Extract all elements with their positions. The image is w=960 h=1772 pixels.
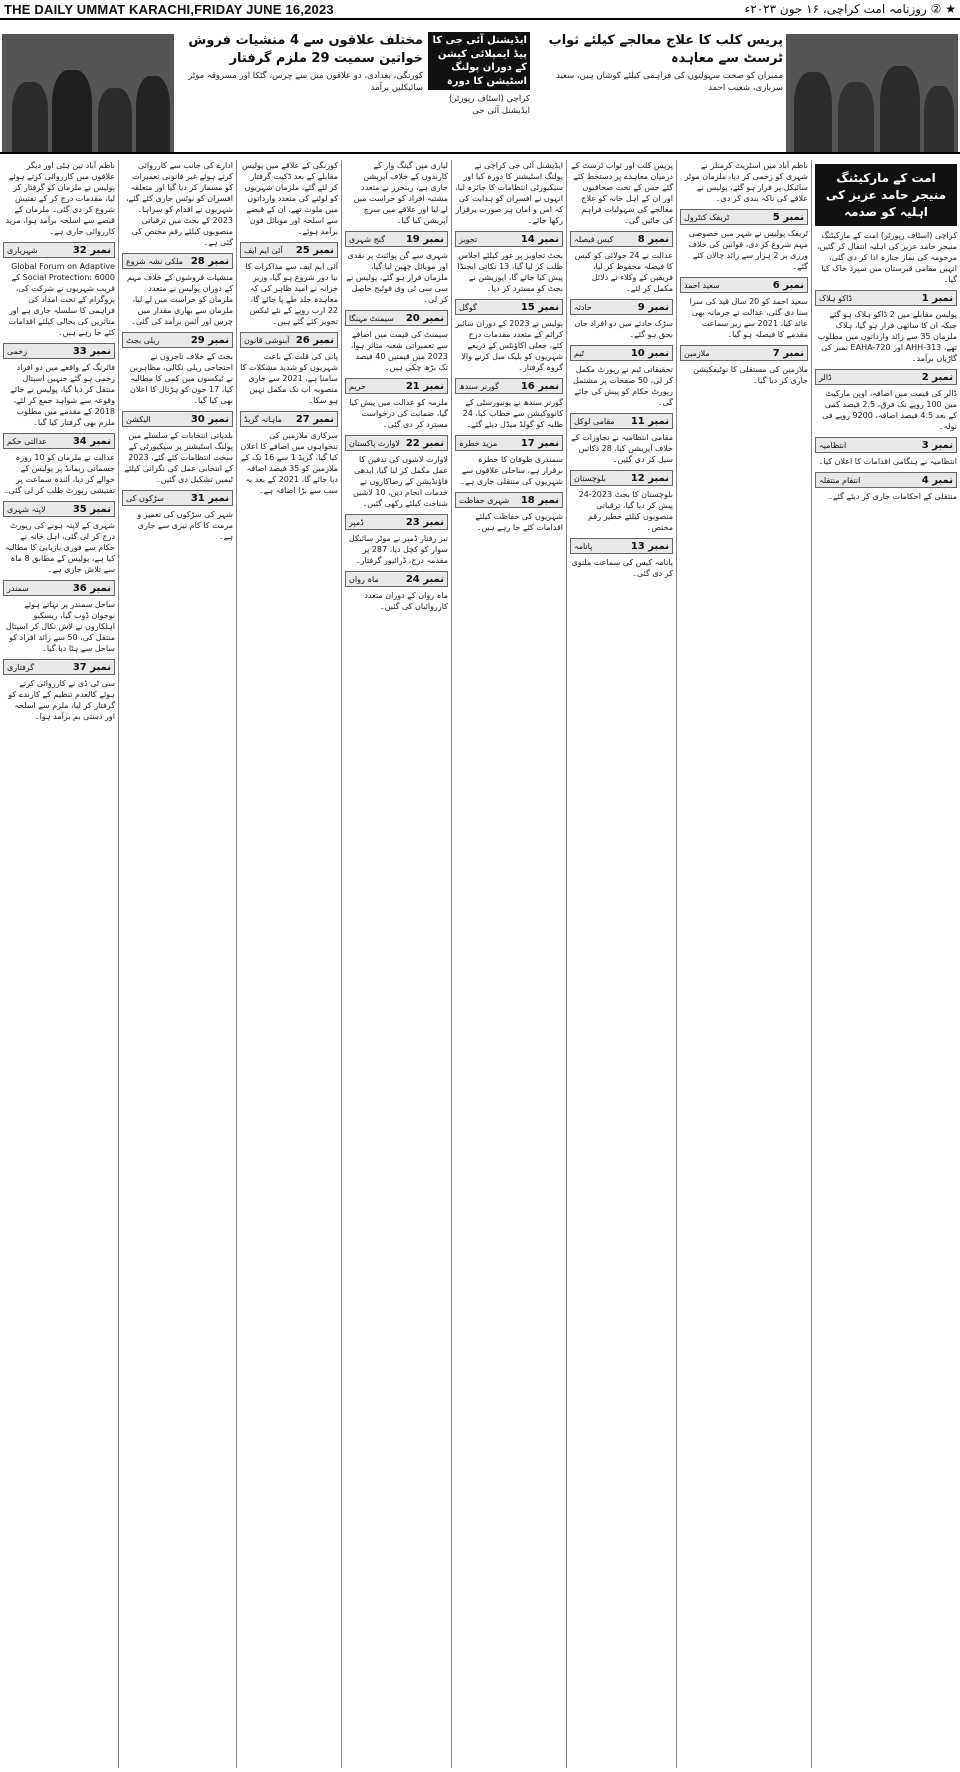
item-number-box — [455, 492, 563, 508]
item-keyword: لاوارث پاکستان — [349, 438, 400, 448]
item-number: نمبر 32 — [72, 244, 111, 256]
article-text: منتقلی کے احکامات جاری کر دیئے گئے۔ — [828, 492, 957, 502]
item-number-box — [345, 378, 448, 394]
news-column-4 — [341, 160, 451, 1768]
story-press-club-headline: پریس کلب کا علاج معالجے کیلئے ثواب ٹرسٹ سے معاہدہ — [548, 33, 783, 66]
item-keyword: ڈمپر — [349, 517, 364, 527]
item-number: نمبر 20 — [405, 312, 444, 324]
item-number-box — [122, 411, 233, 427]
item-keyword: سڑکوں کی — [126, 493, 164, 503]
item-number-box — [815, 290, 957, 306]
story-photo-signing — [786, 34, 958, 152]
item-number: نمبر 5 — [772, 211, 804, 223]
item-number-box — [3, 433, 115, 449]
masthead — [0, 0, 960, 20]
article-text: پولیس نے 2023 کے دوران سائبر کرائم کے متعدد مقدمات درج کئے، جعلی اکاؤنٹس کے ذریعے شہریوں کو بلیک میل کرنے والا گروہ گرفتار۔ — [455, 319, 563, 372]
item-number: نمبر 37 — [72, 661, 111, 673]
article-text: بجٹ تجاویز پر غور کیلئے اجلاس طلب کر لیا گیا، 13 نکاتی ایجنڈا پیش کیا جائے گا، اپوزیشن نے بجٹ کو مسترد کر دیا۔ — [457, 251, 563, 293]
article-text: ناظم آباد تین ہٹی اور دیگر علاقوں میں کارروائی کرتے ہوئے پولیس نے ملزمان کو گرفتار کر لیا، مقدمات درج کر کے تفتیش شروع کر دی گئی۔ ملزمان کے قبضے سے اسلحہ برآمد ہوا، مزید کارروائی جاری ہے۔ — [5, 161, 115, 236]
item-number-box — [345, 571, 448, 587]
article-text: ناظم آباد میں اسٹریٹ کرمنلز نے شہری کو زخمی کر دیا، ملزمان موٹر سائیکل پر فرار ہو گئے، پولیس نے علاقے کی ناکہ بندی کر دی۔ — [684, 161, 808, 203]
article-text: بلوچستان کا بجٹ 2023-24 پیش کر دیا گیا، ترقیاتی منصوبوں کیلئے خطیر رقم مختص۔ — [578, 490, 673, 532]
story-arrests — [178, 32, 423, 95]
item-keyword: گورنر سندھ — [459, 381, 499, 391]
item-number: نمبر 11 — [630, 415, 669, 427]
item-number: نمبر 35 — [72, 503, 111, 515]
item-keyword: آبنوشی قانون — [244, 335, 290, 345]
news-column-2 — [118, 160, 236, 1768]
item-keyword: تجویز — [459, 234, 478, 244]
story-polling-headline: ایڈیشنل آئی جی کا پیڈ ایمپلائی کیشن کے دوران پولنگ اسٹیشن کا دورہ — [428, 32, 530, 90]
article-text: عدالت نے 24 جولائی کو کیس کا فیصلہ محفوظ کر لیا، فریقین کے وکلاء نے دلائل مکمل کر لئے۔ — [574, 251, 673, 293]
article-text: ملازمین کی مستقلی کا نوٹیفکیشن جاری کر دیا گیا۔ — [693, 365, 808, 385]
top-stories-band — [0, 26, 960, 154]
item-keyword: زخمی — [7, 346, 28, 356]
story-arrests-headline: مختلف علاقوں سے 4 منشیات فروش خواتین سمیت 29 ملزم گرفتار — [188, 33, 423, 66]
article-text: تیز رفتار ڈمپر نے موٹر سائیکل سوار کو کچل دیا، 287 پر مقدمہ درج، ڈرائیور گرفتار۔ — [348, 534, 448, 565]
item-number: نمبر 26 — [295, 334, 334, 346]
item-keyword: گرفتاری — [7, 662, 35, 672]
item-number: نمبر 16 — [520, 380, 559, 392]
item-keyword: گوگل — [459, 302, 477, 312]
item-number-box — [680, 277, 808, 293]
article-text: سیمنٹ کی قیمت میں اضافے سے تعمیراتی شعبہ متاثر ہوا، 2023 میں قیمتیں 40 فیصد تک بڑھ چکی ہیں۔ — [350, 330, 448, 372]
article-text: پانی کی قلت کے باعث شہریوں کو شدید مشکلات کا سامنا ہے، 2021 سے جاری منصوبہ اب تک مکمل نہیں ہو سکا۔ — [240, 352, 338, 405]
article-text: مقامی انتظامیہ نے تجاوزات کے خلاف آپریشن کیا، 28 دکانیں سیل کر دی گئیں۔ — [571, 433, 673, 464]
item-number-box — [240, 411, 338, 427]
article-text: شہری کے لاپتہ ہونے کی رپورٹ درج کر لی گئی، اہل خانہ نے حکام سے فوری بازیابی کا مطالبہ کیا ہے، پولیس کے مطابق 8 ماہ سے تلاش جاری ہے۔ — [4, 521, 115, 574]
masthead-title-urdu: ★ ② روزنامہ امت کراچی، ۱۶ جون ۲۰۲۳ء — [744, 2, 956, 16]
item-number-box — [345, 231, 448, 247]
article-text: پولیس مقابلے میں 2 ڈاکو ہلاک ہو گئے جبکہ ان کا ساتھی فرار ہو گیا، ہلاک ملزمان 35 سے زائد وارداتوں میں مطلوب تھے، AHH-313 اور EAHA-720 نمبر کی گاڑیاں برآمد۔ — [817, 310, 957, 364]
item-number-box — [345, 514, 448, 530]
item-number: نمبر 34 — [72, 435, 111, 447]
item-number: نمبر 12 — [630, 472, 669, 484]
article-text: گورنر سندھ نے یونیورسٹی کے کانووکیشن سے خطاب کیا، 24 طلبہ کو گولڈ میڈل دیئے گئے۔ — [462, 398, 563, 429]
item-number-box — [570, 470, 673, 486]
item-number-box — [345, 435, 448, 451]
item-keyword: ماہ رواں — [349, 574, 379, 584]
feature-headline: امت کے مارکیٹنگ منیجر حامد عزیز کی اہلیہ کو صدمہ — [815, 164, 957, 226]
item-keyword: ٹیم — [574, 348, 584, 358]
item-number-box — [455, 299, 563, 315]
item-number-box — [3, 242, 115, 258]
item-keyword: عدالتی حکم — [7, 436, 47, 446]
article-text: سعید احمد کو 20 سال قید کی سزا سنا دی گئی، عدالت نے جرمانہ بھی عائد کیا، 2021 سے زیر سماعت مقدمے کا فیصلہ ہو گیا۔ — [689, 297, 808, 339]
item-number-box — [455, 435, 563, 451]
news-column-6 — [566, 160, 676, 1768]
article-text: سرکاری ملازمین کی تنخواہوں میں اضافے کا اعلان کیا گیا، گریڈ 1 سے 16 تک کے ملازمین کو 35 فیصد اضافہ دیا جائے گا، 2021 کے بعد یہ سب سے بڑا اضافہ ہے۔ — [240, 431, 338, 495]
article-text: پانامہ کیس کی سماعت ملتوی کر دی گئی۔ — [571, 558, 673, 578]
article-text: لیاری میں گینگ وار کے کارندوں کے خلاف آپریشن جاری ہے، رینجرز نے متعدد مشتبہ افراد کو حراست میں لے لیا اور علاقے میں سرچ آپریشن کیا گیا۔ — [353, 161, 448, 225]
item-number-box — [3, 343, 115, 359]
item-keyword: انتقام منتقلہ — [819, 475, 861, 485]
item-keyword: ملازمین — [684, 348, 710, 358]
item-keyword: ملکی نشہ شروع — [126, 256, 183, 266]
item-keyword: شہری حفاظت — [459, 495, 510, 505]
item-keyword: سعید احمد — [684, 280, 720, 290]
item-number-box — [240, 242, 338, 258]
news-column-7 — [676, 160, 811, 1768]
item-number: نمبر 27 — [295, 413, 334, 425]
item-number: نمبر 9 — [637, 301, 669, 313]
item-number: نمبر 22 — [405, 437, 444, 449]
article-text: بلدیاتی انتخابات کے سلسلے میں پولنگ اسٹیشنز پر سیکیورٹی کے سخت انتظامات کئے گئے، 2023 کے انتخابی عمل کی نگرانی کیلئے ٹیمیں تشکیل دی گئیں۔ — [124, 431, 233, 484]
item-number: نمبر 36 — [72, 582, 111, 594]
article-text: ادارے کی جانب سے کارروائی کرتے ہوئے غیر قانونی تعمیرات کو مسمار کر دیا گیا اور متعلقہ افسران کو نوٹس جاری کئے گئے، شہریوں نے اقدام کو سراہا۔ 2023 کے بجٹ میں ترقیاتی منصوبوں کیلئے رقم مختص کی گئی ہے۔ — [125, 161, 233, 247]
article-text: انتظامیہ نے ہنگامی اقدامات کا اعلان کیا۔ — [818, 457, 957, 467]
item-keyword: ریلی بجٹ — [126, 335, 160, 345]
item-number-box — [570, 299, 673, 315]
item-keyword: ماہانہ گریڈ — [244, 414, 282, 424]
item-number-box — [570, 231, 673, 247]
article-text: بجٹ کے خلاف تاجروں نے احتجاجی ریلی نکالی، مظاہرین نے ٹیکسوں میں کمی کا مطالبہ کیا، 17 جون کو ہڑتال کا اعلان بھی کیا گیا۔ — [129, 352, 233, 405]
article-text: ساحل سمندر پر نہاتے ہوئے نوجوان ڈوب گیا، ریسکیو اہلکاروں نے لاش نکال کر اسپتال منتقل کی، 50 سے زائد افراد کو ساحل سے ہٹا دیا گیا۔ — [5, 600, 115, 653]
item-keyword: انتظامیہ — [819, 440, 847, 450]
article-text: Global Forum on Adaptive Social Protection: 6000 کے قریب شہریوں نے شرکت کی، پروگرام کے تحت امداد کی فراہمی کا سلسلہ جاری ہے اور متاثرین کی بحالی کیلئے اقدامات کئے جا رہے ہیں۔ — [8, 262, 115, 337]
story-polling — [428, 32, 530, 118]
article-text: شہر کی سڑکوں کی تعمیر و مرمت کا کام تیزی سے جاری ہے۔ — [137, 510, 233, 541]
article-text: تحقیقاتی ٹیم نے رپورٹ مکمل کر لی، 50 صفحات پر مشتمل رپورٹ حکام کو پیش کی جائے گی۔ — [573, 365, 673, 407]
story-photo-crowd — [2, 34, 174, 152]
item-number-box — [455, 378, 563, 394]
article-text: ماہ رواں کے دوران متعدد کارروائیاں کی گئیں۔ — [364, 591, 448, 611]
item-keyword: آئی ایم ایف — [244, 245, 283, 255]
article-text: ایڈیشنل آئی جی کراچی نے پولنگ اسٹیشنز کا دورہ کیا اور سیکیورٹی انتظامات کا جائزہ لیا، انہوں نے افسران کو ہدایت کی کہ امن و امان ہر صورت برقرار رکھا جائے۔ — [455, 161, 563, 225]
item-number: نمبر 25 — [295, 244, 334, 256]
item-number-box — [815, 437, 957, 453]
item-number: نمبر 10 — [630, 347, 669, 359]
item-number-box — [570, 413, 673, 429]
item-number-box — [815, 369, 957, 385]
item-number-box — [122, 253, 233, 269]
item-keyword: مزید خطرہ — [459, 438, 498, 448]
item-number: نمبر 15 — [520, 301, 559, 313]
item-keyword: کیس فیصلہ — [574, 234, 614, 244]
item-keyword: لاپتہ شہری — [7, 504, 46, 514]
item-keyword: ڈاکو ہلاک — [819, 293, 852, 303]
item-number-box — [455, 231, 563, 247]
item-number: نمبر 17 — [520, 437, 559, 449]
item-keyword: پانامہ — [574, 541, 593, 551]
article-text: پریس کلب اور ثواب ٹرسٹ کے درمیان معاہدے پر دستخط کئے گئے جس کے تحت صحافیوں اور ان کے اہل خانہ کو علاج معالجے کی سہولیات فراہم کی جائیں گی۔ — [571, 161, 673, 225]
item-number: نمبر 4 — [921, 474, 953, 486]
item-number: نمبر 30 — [190, 413, 229, 425]
article-text: آئی ایم ایف سے مذاکرات کا نیا دور شروع ہو گیا، وزیر خزانہ نے امید ظاہر کی کہ معاہدہ جلد طے پا جائے گا، 22 ارب روپے کے نئے ٹیکس تجویز کئے گئے ہیں۔ — [245, 262, 338, 326]
item-keyword: الیکشن — [126, 414, 151, 424]
article-text: فائرنگ کے واقعے میں دو افراد زخمی ہو گئے جنہیں اسپتال منتقل کر دیا گیا، پولیس نے جائے وقوعہ سے شواہد جمع کر لئے، 2018 کے مقدمے میں مطلوب ملزم بھی گرفتار کیا گیا۔ — [10, 363, 115, 427]
item-number-box — [240, 332, 338, 348]
item-number-box — [570, 345, 673, 361]
item-number-box — [122, 332, 233, 348]
item-number: نمبر 8 — [637, 233, 669, 245]
item-keyword: سیمنٹ مہنگا — [349, 313, 394, 323]
item-number-box — [570, 538, 673, 554]
item-keyword: سمندر — [7, 583, 29, 593]
item-number: نمبر 3 — [921, 439, 953, 451]
article-text: شہری سے گن پوائنٹ پر نقدی اور موبائل چھین لیا گیا، ملزمان فرار ہو گئے، پولیس نے سی سی ٹی وی فوٹیج حاصل کر لی۔ — [346, 251, 448, 304]
item-number: نمبر 18 — [520, 494, 559, 506]
news-column-3 — [236, 160, 341, 1768]
story-polling-body: کراچی (اسٹاف رپورٹر) ایڈیشنل آئی جی — [449, 94, 530, 117]
news-column-8 — [811, 160, 960, 1768]
item-number-box — [3, 580, 115, 596]
item-number: نمبر 13 — [630, 540, 669, 552]
item-number: نمبر 6 — [772, 279, 804, 291]
item-number: نمبر 28 — [190, 255, 229, 267]
news-column-5 — [451, 160, 566, 1768]
item-number: نمبر 1 — [921, 292, 953, 304]
article-text: ملزمہ کو عدالت میں پیش کیا گیا، ضمانت کی درخواست مسترد کر دی گئی۔ — [349, 398, 448, 429]
article-text: کورنگی کے علاقے میں پولیس مقابلے کے بعد ڈکیت گرفتار کر لئے گئے، ملزمان شہریوں کو لوٹنے کی متعدد وارداتوں میں ملوث تھے، ان کے قبضے سے اسلحہ اور موبائل فون برآمد ہوئے۔ — [241, 161, 338, 236]
item-keyword: حریم — [349, 381, 366, 391]
article-text: ڈالر کی قیمت میں اضافہ، اوپن مارکیٹ میں 100 روپے تک فرق، 2.5 فیصد کمی کے بعد 4.5 فیصد اضافہ، 9200 روپے فی تولہ۔ — [822, 389, 957, 432]
item-number-box — [815, 472, 957, 488]
item-number: نمبر 14 — [520, 233, 559, 245]
article-text: سمندری طوفان کا خطرہ برقرار ہے، ساحلی علاقوں سے شہریوں کی منتقلی جاری ہے۔ — [460, 455, 563, 486]
item-number: نمبر 23 — [405, 516, 444, 528]
item-keyword: بلوچستان — [574, 473, 606, 483]
item-number: نمبر 33 — [72, 345, 111, 357]
news-columns — [0, 160, 960, 1772]
item-number-box — [345, 310, 448, 326]
item-number-box — [3, 659, 115, 675]
story-arrests-body: کورنگی، بغدادی، دو علاقوں میں سے چرس، گٹکا اور مسروقہ موٹر سائیکلیں برآمد — [188, 71, 423, 94]
item-keyword: شہریاری — [7, 245, 38, 255]
item-keyword: حادثہ — [574, 302, 592, 312]
item-number-box — [680, 345, 808, 361]
story-press-club-body: ممبران کو صحت سہولتوں کی فراہمی کیلئے کوشاں ہیں، سعید سربازی، شعیب احمد — [555, 71, 783, 94]
article-text: ٹریفک پولیس نے شہر میں خصوصی مہم شروع کر دی، قوانین کی خلاف ورزی پر 2 ہزار سے زائد چالان کئے گئے۔ — [688, 229, 808, 271]
item-number: نمبر 2 — [921, 371, 953, 383]
item-number-box — [122, 490, 233, 506]
item-number-box — [3, 501, 115, 517]
item-keyword: ٹریفک کنٹرول — [684, 212, 730, 222]
item-keyword: مقامی لوکل — [574, 416, 615, 426]
masthead-title-english: THE DAILY UMMAT KARACHI,FRIDAY JUNE 16,2023 — [4, 1, 334, 17]
item-keyword: گنج شہری — [349, 234, 385, 244]
article-text: کراچی (اسٹاف رپورٹر) امت کے مارکیٹنگ منیجر حامد عزیز کی اہلیہ انتقال کر گئیں، مرحومہ کی نماز جنازہ ادا کر دی گئی، انہیں مقامی قبرستان میں سپرد خاک کیا گیا۔ — [816, 231, 957, 285]
article-text: سڑک حادثے میں دو افراد جاں بحق ہو گئے۔ — [574, 319, 673, 339]
news-column-1 — [0, 160, 118, 1768]
item-number: نمبر 7 — [772, 347, 804, 359]
item-keyword: ڈالر — [819, 372, 832, 382]
item-number: نمبر 24 — [405, 573, 444, 585]
article-text: لاوارث لاشوں کی تدفین کا عمل مکمل کر لیا گیا، ایدھی فاؤنڈیشن کے رضاکاروں نے خدمات انجام دیں، 10 لاشیں شناخت کیلئے رکھی گئیں۔ — [353, 455, 448, 508]
item-number-box — [680, 209, 808, 225]
item-number: نمبر 19 — [405, 233, 444, 245]
item-number: نمبر 29 — [190, 334, 229, 346]
item-number: نمبر 31 — [190, 492, 229, 504]
article-text: شہریوں کی حفاظت کیلئے اقدامات کئے جا رہے ہیں۔ — [475, 512, 563, 532]
item-number: نمبر 21 — [405, 380, 444, 392]
article-text: سی ٹی ڈی نے کارروائی کرتے ہوئے کالعدم تنظیم کے کارندے کو گرفتار کر لیا، ملزم سے اسلحہ اور دستی بم برآمد ہوا۔ — [8, 679, 115, 721]
article-text: عدالت نے ملزمان کو 10 روزہ جسمانی ریمانڈ پر پولیس کے حوالے کر دیا، آئندہ سماعت پر تفتیشی رپورٹ طلب کر لی گئی۔ — [3, 453, 115, 495]
story-press-club — [535, 32, 783, 95]
article-text: منشیات فروشوں کے خلاف مہم کے دوران پولیس نے متعدد ملزمان کو حراست میں لے لیا، ملزمان سے بھاری مقدار میں چرس اور آئس برآمد کی گئی۔ — [126, 273, 233, 326]
